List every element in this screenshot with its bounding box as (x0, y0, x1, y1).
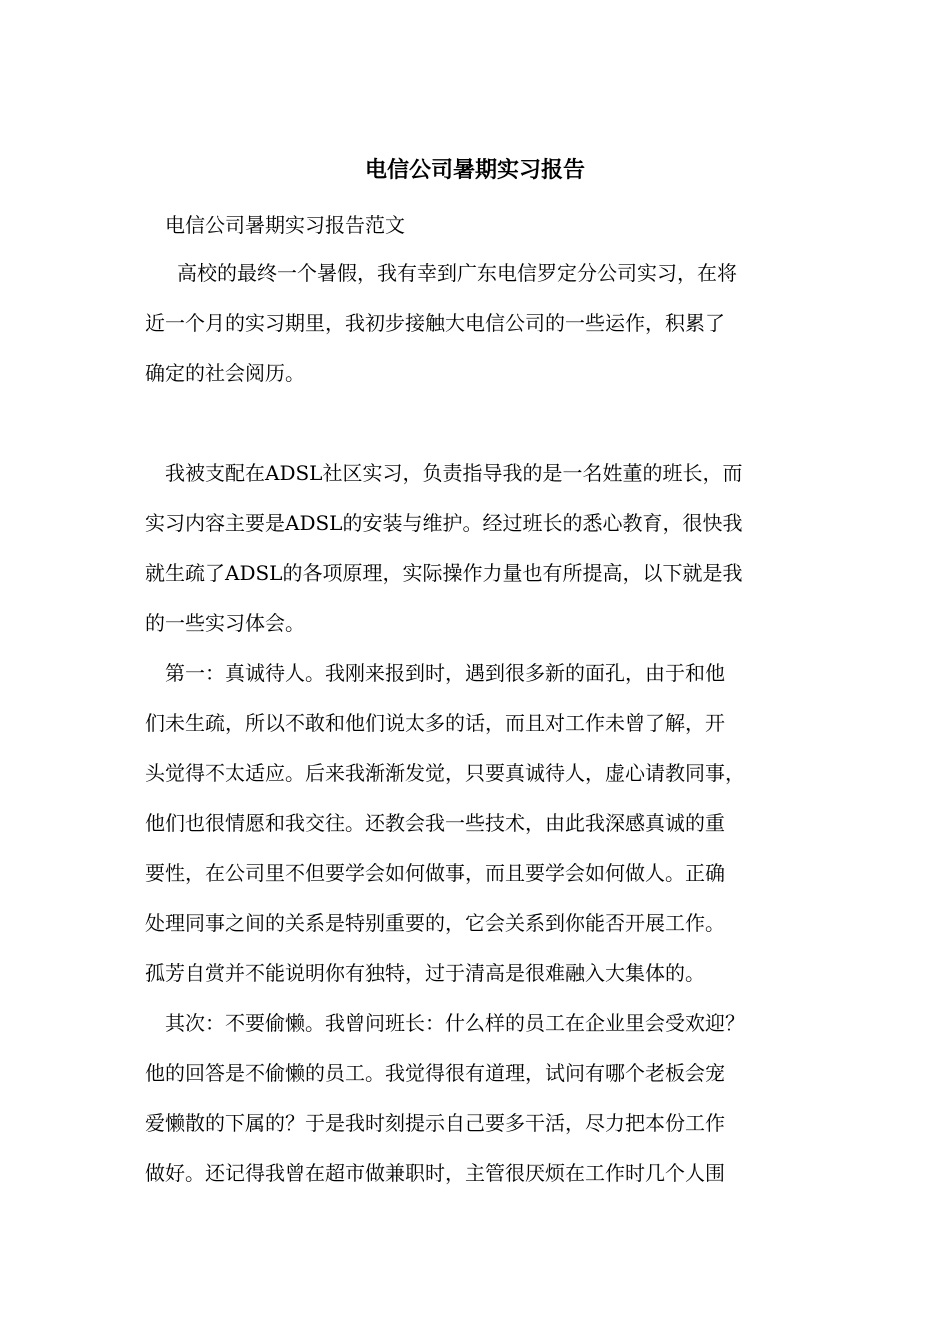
paragraph-line: 其次：不要偷懒。我曾问班长：什么样的员工在企业里会受欢迎？ (165, 1011, 745, 1035)
paragraph-second-point (145, 998, 835, 1198)
paragraph-line: 头觉得不太适应。后来我渐渐发觉，只要真诚待人，虚心请教同事， (145, 761, 745, 785)
paragraph-line: 我被支配在ADSL社区实习，负责指导我的是一名姓董的班长，而 (165, 461, 743, 485)
paragraph-line: 爱懒散的下属的？于是我时刻提示自己要多干活，尽力把本份工作 (145, 1111, 725, 1135)
paragraph-line: 就生疏了ADSL的各项原理，实际操作力量也有所提高，以下就是我 (145, 561, 743, 585)
paragraph-adsl (145, 448, 835, 648)
paragraph-line: 第一：真诚待人。我刚来报到时，遇到很多新的面孔，由于和他 (165, 661, 725, 685)
paragraph-line: 要性，在公司里不但要学会如何做事，而且要学会如何做人。正确 (145, 861, 725, 885)
paragraph-line: 他的回答是不偷懒的员工。我觉得很有道理，试问有哪个老板会宠 (145, 1061, 725, 1085)
paragraph-line: 们未生疏，所以不敢和他们说太多的话，而且对工作未曾了解，开 (145, 711, 725, 735)
paragraph-line: 处理同事之间的关系是特别重要的，它会关系到你能否开展工作。 (145, 911, 725, 935)
paragraph-line: 确定的社会阅历。 (145, 361, 305, 385)
document-title: 电信公司暑期实习报告 (364, 157, 585, 183)
paragraph-line: 近一个月的实习期里，我初步接触大电信公司的一些运作，积累了 (145, 311, 725, 335)
paragraph-first-point (145, 648, 835, 998)
paragraph-line: 的一些实习体会。 (145, 611, 305, 635)
paragraph-intro (145, 248, 835, 398)
document-subtitle: 电信公司暑期实习报告范文 (165, 213, 405, 237)
paragraph-line: 他们也很情愿和我交往。还教会我一些技术，由此我深感真诚的重 (145, 811, 725, 835)
paragraph-line: 做好。还记得我曾在超市做兼职时，主管很厌烦在工作时几个人围 (145, 1161, 725, 1185)
paragraph-line: 实习内容主要是ADSL的安装与维护。经过班长的悉心教育，很快我 (145, 511, 743, 535)
paragraph-line: 高校的最终一个暑假，我有幸到广东电信罗定分公司实习，在将 (177, 261, 737, 285)
paragraph-line: 孤芳自赏并不能说明你有独特，过于清高是很难融入大集体的。 (145, 961, 705, 985)
